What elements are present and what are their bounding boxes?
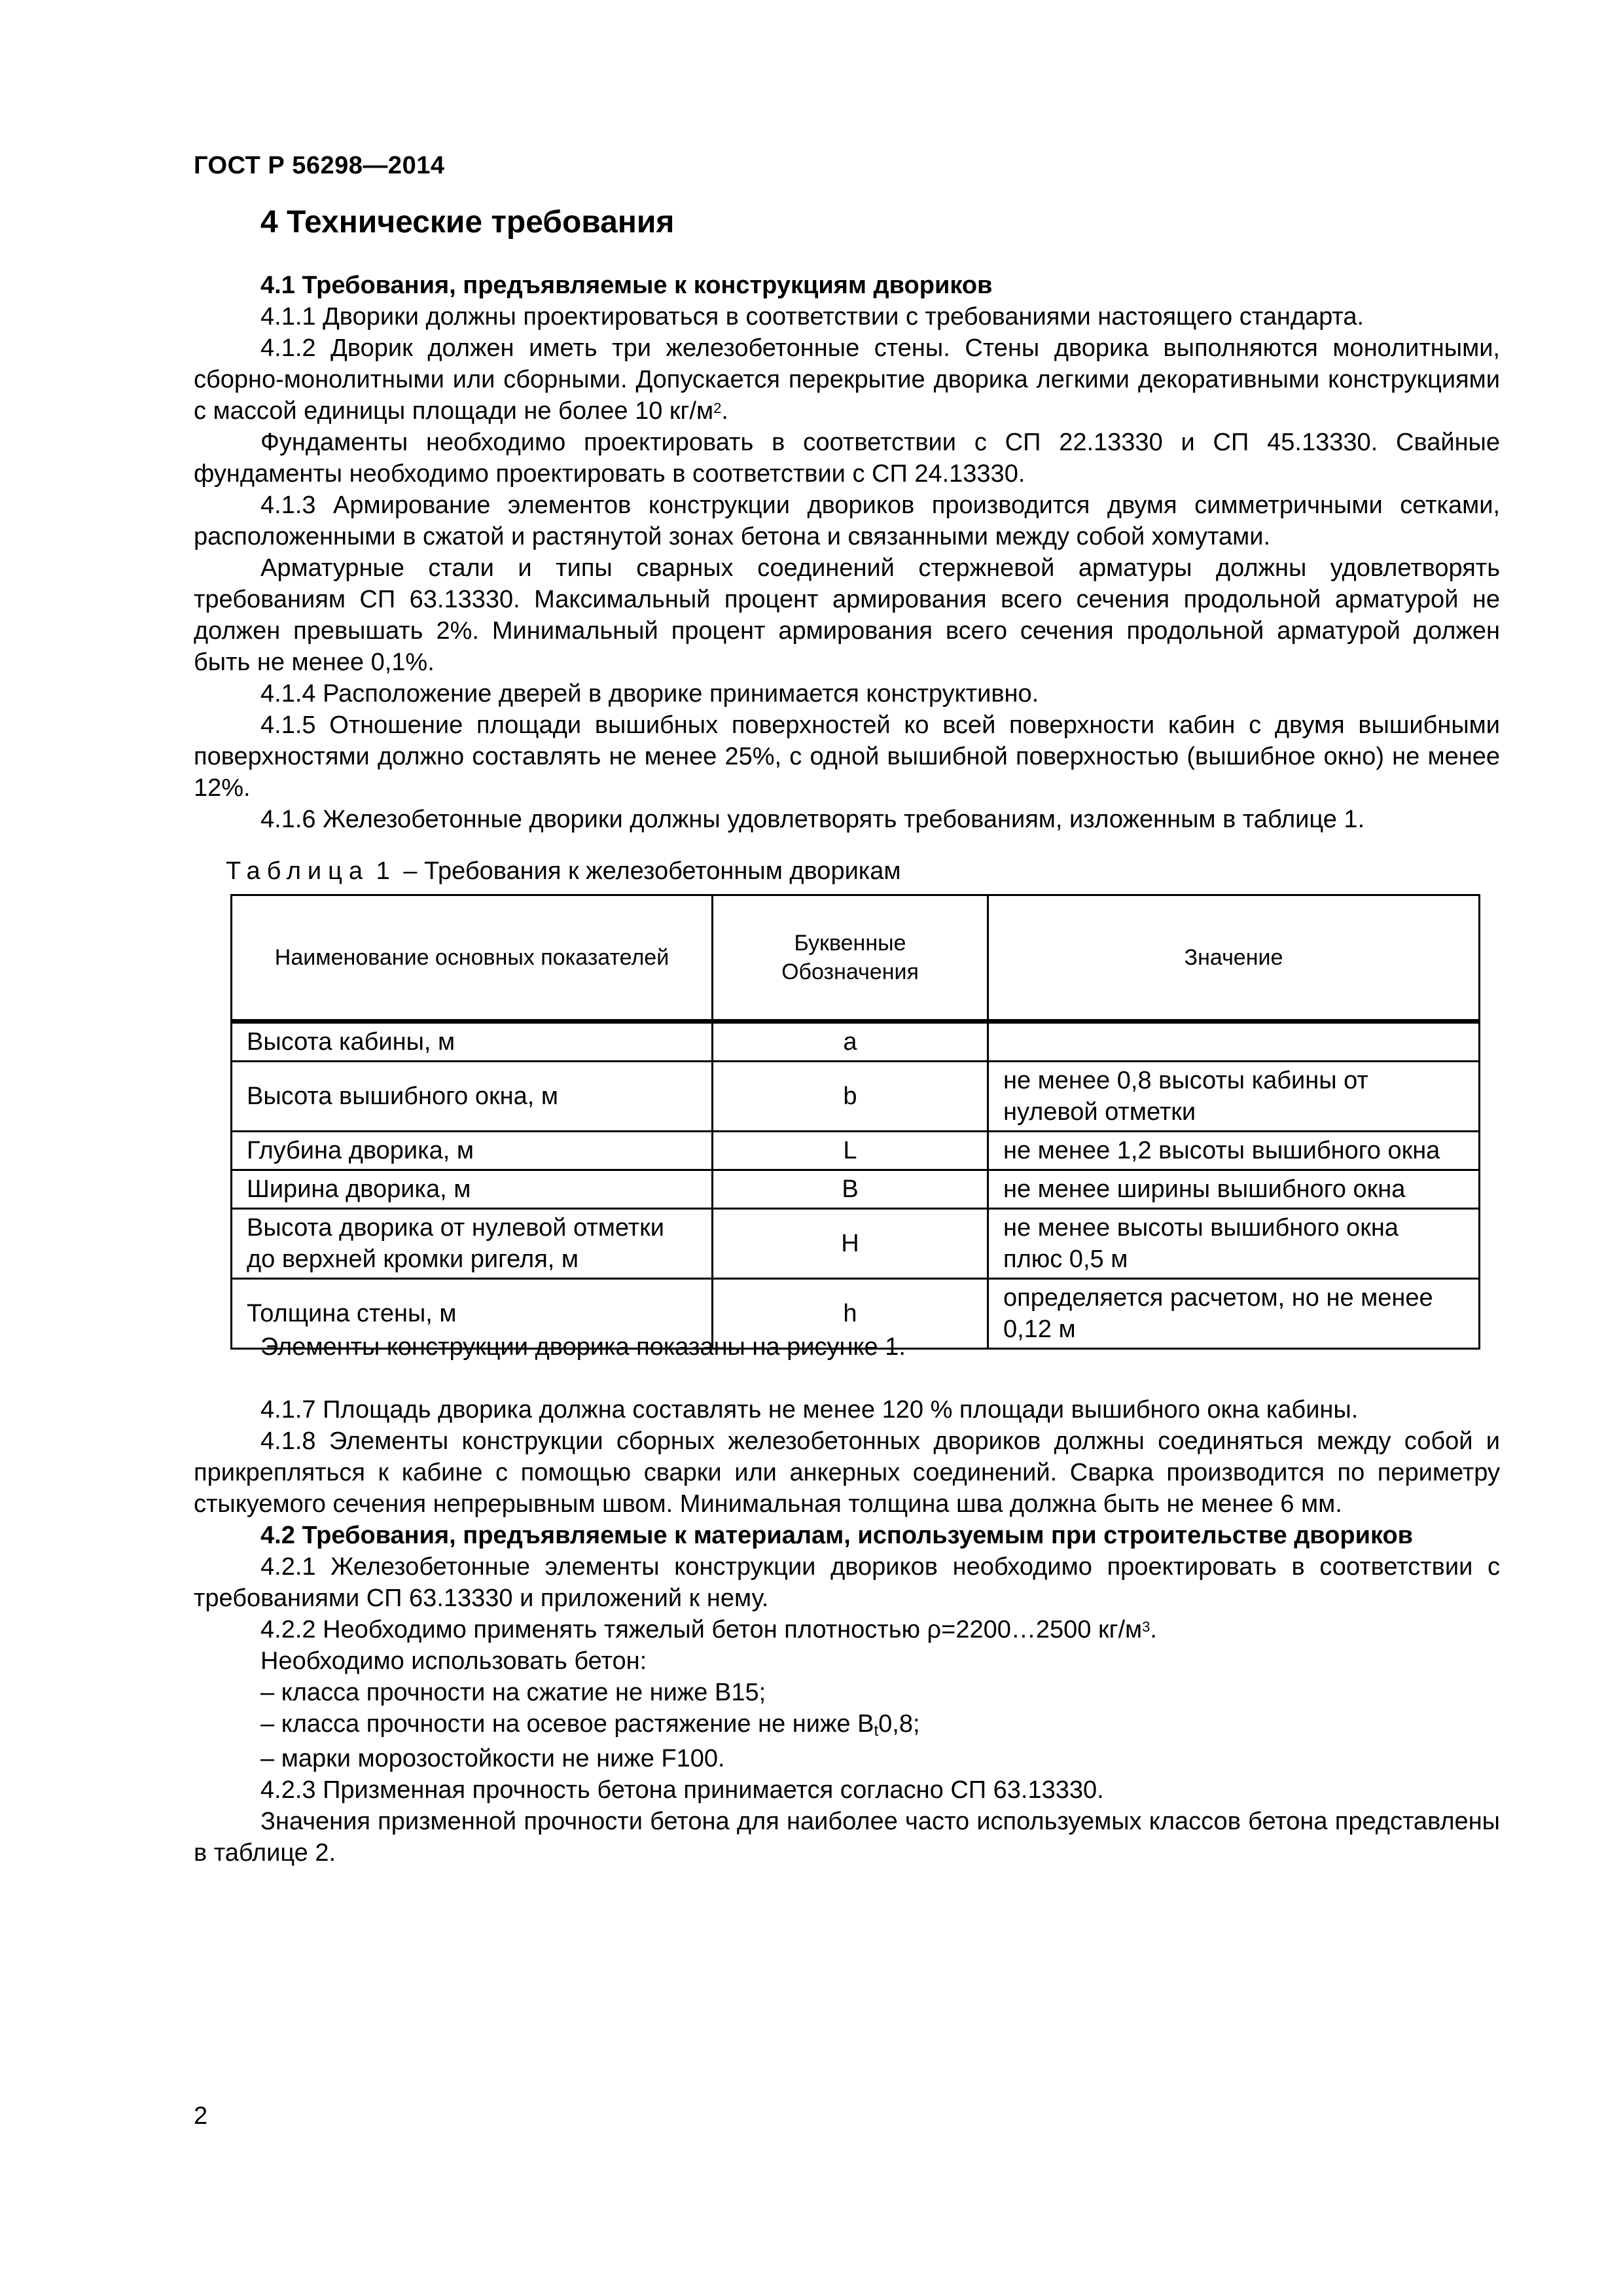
- section-title: 4 Технические требования: [260, 205, 675, 240]
- table-cell: L: [713, 1132, 988, 1170]
- list-item-tension-value: 0,8;: [878, 1710, 920, 1738]
- paragraph-4-1-8: 4.1.8 Элементы конструкции сборных железобетонных двориков должны соединяться между собой и прикрепляться к кабине с помощью сварки или анкерных соединений. Сварка производится по периметру стыкуемого сечения непрерывным швом. Минимальная толщина шва должна быть не менее 6 мм.: [194, 1427, 1500, 1518]
- text-block-figure-ref: [194, 1331, 1500, 1363]
- table-header-row: [232, 895, 1480, 1022]
- list-item-tension-text: – класса прочности на осевое растяжение не ниже В: [260, 1710, 874, 1738]
- table-row: [232, 1132, 1480, 1170]
- table-cell: B: [713, 1170, 988, 1209]
- paragraph-4-1-4: 4.1.4 Расположение дверей в дворике принимается конструктивно.: [260, 680, 1039, 708]
- paragraph-foundations: Фундаменты необходимо проектировать в соответствии с СП 22.13330 и СП 45.13330. Свайные фундаменты необходимо проектировать в соответствии с СП 24.13330.: [194, 429, 1500, 488]
- document-code-header: ГОСТ Р 56298—2014: [194, 152, 445, 179]
- table-row: [232, 1170, 1480, 1209]
- superscript-2: 2: [713, 400, 722, 416]
- list-item-tension-class: [194, 1708, 1500, 1743]
- paragraph-4-1-3: 4.1.3 Армирование элементов конструкции двориков производится двумя симметричными сетками, расположенными в сжатой и растянутой зонах бетона и связанными между собой хомутами.: [194, 492, 1500, 550]
- text-block-4-1: [194, 270, 1500, 835]
- table-row: [232, 1062, 1480, 1132]
- table-cell: Высота дворика от нулевой отметки до верхней кромки ригеля, м: [232, 1209, 713, 1279]
- paragraph-4-1-5: 4.1.5 Отношение площади вышибных поверхностей ко всей поверхности кабин с двумя вышибными поверхностями должно составлять не менее 25%, с одной вышибной поверхностью (вышибное окно) не менее 12%.: [194, 711, 1500, 802]
- table-cell: Высота кабины, м: [232, 1022, 713, 1062]
- subsection-heading-4-1: 4.1 Требования, предъявляемые к конструкциям двориков: [260, 272, 993, 299]
- list-item-compression-class: – класса прочности на сжатие не ниже В15;: [260, 1679, 766, 1706]
- subscript-t: t: [874, 1722, 879, 1740]
- table-cell: a: [713, 1022, 988, 1062]
- table-cell: Глубина дворика, м: [232, 1132, 713, 1170]
- superscript-3: 3: [1142, 1619, 1150, 1635]
- paragraph-4-2-2-text: 4.2.2 Необходимо применять тяжелый бетон плотностью ρ=2200…2500 кг/м: [260, 1616, 1143, 1643]
- paragraph-4-1-1: 4.1.1 Дворики должны проектироваться в соответствии с требованиями настоящего стандарта.: [260, 303, 1364, 331]
- paragraph-4-1-2: [194, 332, 1500, 427]
- paragraph-reinforcement: Арматурные стали и типы сварных соединений стержневой арматуры должны удовлетворять требованиям СП 63.13330. Максимальный процент армирования всего сечения продольной арматурой не должен превышать 2%. Минимальный процент армирования всего сечения продольной арматурой должен быть не менее 0,1%.: [194, 554, 1500, 676]
- table-row: [232, 1022, 1480, 1062]
- requirements-table: [230, 894, 1480, 1350]
- page-number: 2: [194, 2102, 208, 2130]
- table-cell: не менее 1,2 высоты вышибного окна: [988, 1132, 1480, 1170]
- table-cell: H: [713, 1209, 988, 1279]
- table-cell: не менее 0,8 высоты кабины от нулевой отметки: [988, 1062, 1480, 1132]
- paragraph-4-1-2-end: .: [721, 397, 728, 425]
- table-caption: [226, 857, 901, 886]
- table-header-cell: Значение: [988, 895, 1480, 1022]
- table-cell: Высота вышибного окна, м: [232, 1062, 713, 1132]
- paragraph-4-2-1: 4.2.1 Железобетонные элементы конструкции двориков необходимо проектировать в соответствии с требованиями СП 63.13330 и приложений к нему.: [194, 1553, 1500, 1612]
- text-block-4-1-7: [194, 1394, 1500, 1869]
- table-row: [232, 1209, 1480, 1279]
- paragraph-figure-reference: Элементы конструкции дворика показаны на рисунке 1.: [260, 1333, 906, 1361]
- table-cell: определяется расчетом, но не менее 0,12 м: [988, 1279, 1480, 1349]
- paragraph-prism-strength: Значения призменной прочности бетона для наиболее часто используемых классов бетона представлены в таблице 2.: [194, 1808, 1500, 1867]
- subsection-heading-4-2: 4.2 Требования, предъявляемые к материалам, используемым при строительстве двориков: [260, 1522, 1414, 1549]
- table-cell: Ширина дворика, м: [232, 1170, 713, 1209]
- table-caption-number: 1: [376, 857, 397, 885]
- table-header-cell: Наименование основных показателей: [232, 895, 713, 1022]
- table-cell: не менее высоты вышибного окна плюс 0,5 м: [988, 1209, 1480, 1279]
- table-cell: b: [713, 1062, 988, 1132]
- table-header-cell: Буквенные Обозначения: [713, 895, 988, 1022]
- paragraph-4-1-6: 4.1.6 Железобетонные дворики должны удовлетворять требованиям, изложенным в таблице 1.: [260, 806, 1365, 833]
- table-caption-word: Таблица: [226, 857, 369, 885]
- paragraph-concrete-intro: Необходимо использовать бетон:: [260, 1647, 647, 1675]
- table-cell: не менее ширины вышибного окна: [988, 1170, 1480, 1209]
- table-cell: Толщина стены, м: [232, 1279, 713, 1349]
- table-cell: [988, 1022, 1480, 1062]
- paragraph-4-1-7: 4.1.7 Площадь дворика должна составлять не менее 120 % площади вышибного окна кабины.: [260, 1396, 1359, 1424]
- paragraph-4-2-3: 4.2.3 Призменная прочность бетона принимается согласно СП 63.13330.: [260, 1776, 1104, 1804]
- paragraph-4-2-2-end: .: [1150, 1616, 1157, 1643]
- list-item-frost-resistance: – марки морозостойкости не ниже F100.: [260, 1745, 725, 1772]
- paragraph-4-1-2-text: 4.1.2 Дворик должен иметь три железобетонные стены. Стены дворика выполняются монолитными, сборно-монолитными или сборными. Допускается перекрытие дворика легкими декоративными конструкциями с массой единицы площади не более 10 кг/м: [194, 334, 1500, 425]
- table-cell: h: [713, 1279, 988, 1349]
- paragraph-4-2-2: [194, 1614, 1500, 1645]
- table-caption-text: – Требования к железобетонным дворикам: [396, 857, 901, 885]
